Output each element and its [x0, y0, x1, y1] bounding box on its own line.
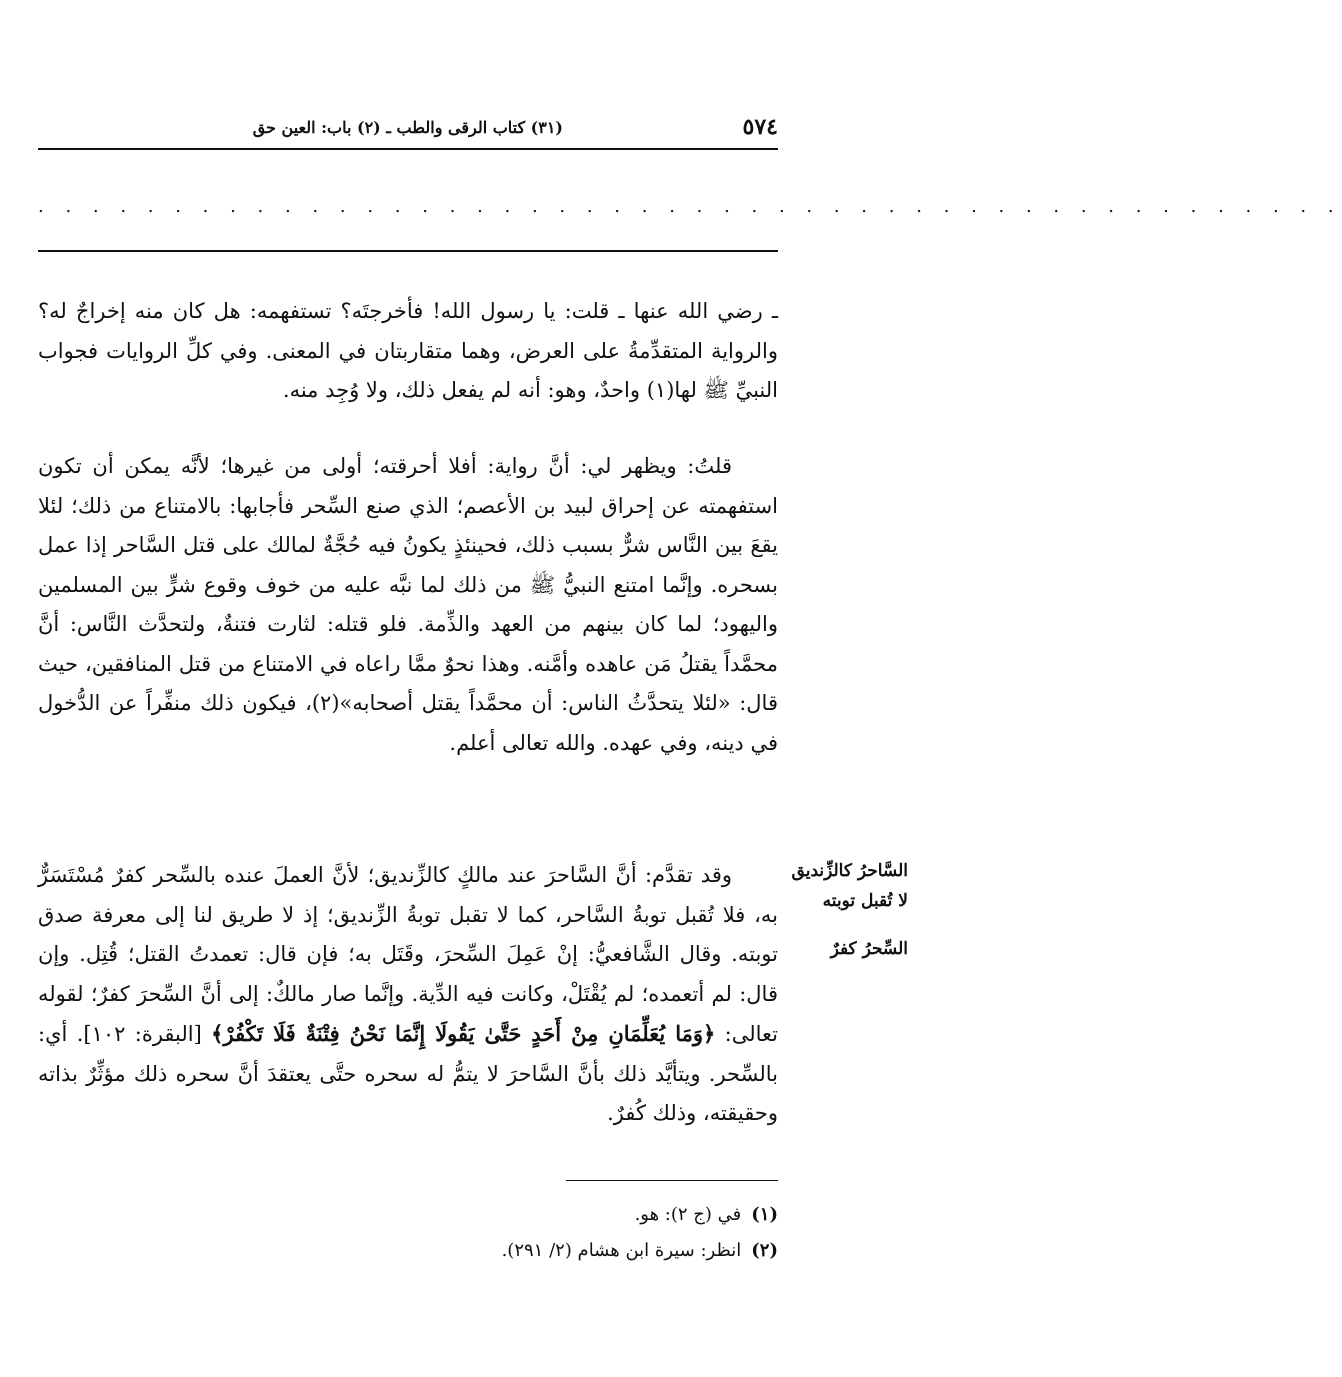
paragraph-3 [38, 856, 778, 1134]
footnote-text: في (ج ٢): هو. [634, 1204, 742, 1225]
paragraph-2: قلتُ: ويظهر لي: أنَّ رواية: أفلا أحرقته؛ أولى من غيرها؛ لأنَّه يمكن أن تكون استفهمته عن إحراق لبيد بن الأعصم؛ الذي صنع السِّحر فأجابها: بالامتناع من ذلك؛ لئلا يقعَ بين النَّاس شرٌّ بسبب ذلك، فحينئذٍ يكونُ فيه حُجَّةٌ لمالك على قتل السَّاحر إذا عمل بسحره. وإنَّما امتنع النبيُّ ﷺ من ذلك لما نبَّه عليه من خوف وقوع شرٍّ بين المسلمين واليهود؛ لما كان بينهم من العهد والذِّمة. فلو قتله: لثارت فتنةٌ، ولتحدَّث النَّاس: أنَّ محمَّداً يقتلُ مَن عاهده وأمَّنه. وهذا نحوٌ ممَّا راعاه في الامتناع من قتل المنافقين، حيث قال: «لئلا يتحدَّثُ الناس: أن محمَّداً يقتل أصحابه»(٢)، فيكون ذلك منفِّراً عن الدُّخول في دينه، وفي عهده. والله تعالى أعلم. [38, 454, 778, 755]
footnote-number: (٢) [751, 1240, 778, 1261]
paragraph-1: ـ رضي الله عنها ـ قلت: يا رسول الله! فأخرجتَه؟ تستفهمه: هل كان منه إخراجٌ له؟ والرواية المتقدِّمةُ على العرض، وهما متقاربتان في المعنى. وفي كلِّ الروايات فجواب النبيِّ ﷺ لها(١) واحدٌ، وهو: أنه لم يفعل ذلك، ولا وُجِد منه. [38, 299, 778, 402]
footnote-item [38, 1197, 778, 1233]
footnote-text: انظر: سيرة ابن هشام (٢/ ٢٩١). [501, 1240, 742, 1261]
page-number: ٥٧٤ [742, 114, 778, 140]
footnote-item [38, 1233, 778, 1269]
margin-note-sorcery: السِّحرُ كفرٌ [830, 939, 908, 959]
quran-quote: ﴿وَمَا يُعَلِّمَانِ مِنْ أَحَدٍ حَتَّىٰ يَقُولَا إِنَّمَا نَحْنُ فِتْنَةٌ فَلَا تَكْفُرْ﴾ [211, 1021, 716, 1046]
margin-notes [790, 856, 908, 964]
running-head: (٣١) كتاب الرقى والطب ـ (٢) باب: العين حق [252, 118, 563, 137]
paragraph-3-after-quran: [البقرة: ١٠٢]. أي: بالسِّحر. ويتأيَّد ذلك بأنَّ السَّاحرَ لا يتمُّ له سحره حتَّى يعتقدَ أنَّ سحره ذلك مؤثِّرٌ بذاته وحقيقته، وذلك كُفرٌ. [38, 1022, 778, 1125]
footnote-number: (١) [751, 1204, 778, 1225]
separator-dots: . . . . . . . . . . . . . . . . . . . . . . . . . . . . . . . . . . . . . . . . . . . . . . . . [38, 196, 1342, 217]
footnote-divider [566, 1180, 778, 1181]
divider-line [38, 250, 778, 252]
footnotes [38, 1197, 778, 1269]
paragraph-3-before-quran: وقد تقدَّم: أنَّ السَّاحرَ عند مالكٍ كالزِّنديق؛ لأنَّ العملَ عنده بالسِّحر كفرٌ مُسْتَسَرٌّ به، فلا تُقبل توبةُ السَّاحر، كما لا تقبل توبةُ الزِّنديق؛ إذ لا طريق لنا إلى معرفة صدق توبته. وقال الشَّافعيُّ: إنْ عَمِلَ السِّحرَ، وقَتَل به؛ فإن قال: تعمدتُ القتل؛ قُتِل. وإن قال: لم أتعمده؛ لم يُقْتَلْ، وكانت فيه الدِّية. وإنَّما صار مالكٌ: إلى أنَّ السِّحرَ كفرٌ؛ لقوله تعالى: [38, 863, 778, 1046]
margin-note-sorcerer: السَّاحرُ كالزِّنديق لا تُقبل توبته [791, 861, 908, 911]
page-header [38, 112, 778, 150]
